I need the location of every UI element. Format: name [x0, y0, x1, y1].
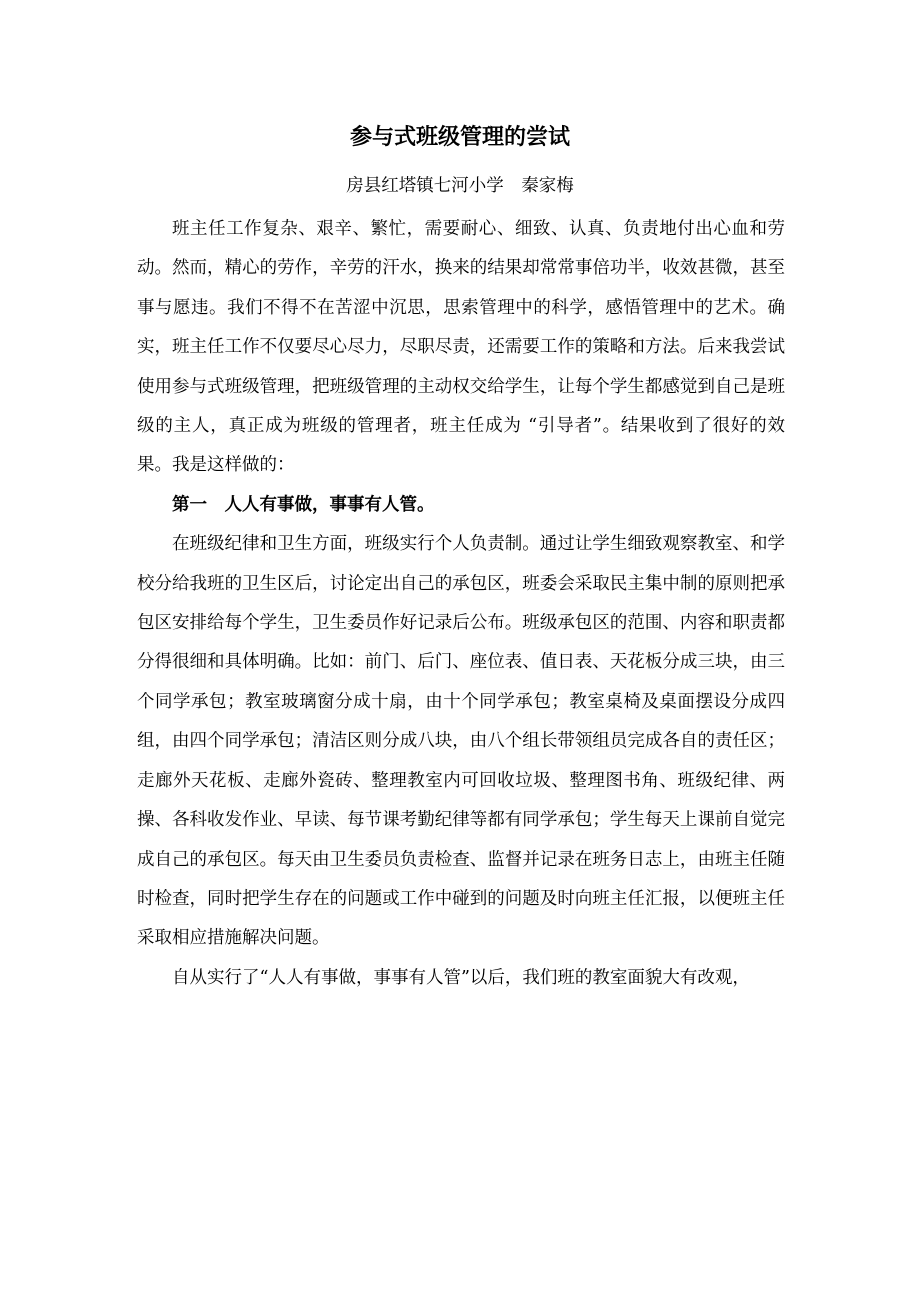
body-paragraph: 自从实行了“人人有事做，事事有人管”以后，我们班的教室面貌大有改观，: [172, 967, 750, 988]
section-heading: 第一 人人有事做，事事有人管。: [172, 494, 435, 515]
author-line: 房县红塔镇七河小学 秦家梅: [346, 176, 574, 196]
document-title: 参与式班级管理的尝试: [349, 124, 570, 150]
document-body: [137, 210, 785, 998]
intro-paragraph: 班主任工作复杂、艰辛、繁忙，需要耐心、细致、认真、负责地付出心血和劳动。然而，精心的劳作，辛劳的汗水，换来的结果却常常事倍功半，收效甚微，甚至事与愿违。我们不得不在苦涩中沉思，思索管理中的科学，感悟管理中的艺术。确实，班主任工作不仅要尽心尽力，尽职尽责，还需要工作的策略和方法。后来我尝试使用参与式班级管理，把班级管理的主动权交给学生，让每个学生都感觉到自己是班级的主人，真正成为班级的管理者，班主任成为 “引导者”。结果收到了很好的效果。我是这样做的：: [137, 219, 785, 476]
body-paragraph: 在班级纪律和卫生方面，班级实行个人负责制。通过让学生细致观察教室、和学校分给我班的卫生区后，讨论定出自己的承包区，班委会采取民主集中制的原则把承包区安排给每个学生，卫生委员作好记录后公布。班级承包区的范围、内容和职责都分得很细和具体明确。比如：前门、后门、座位表、值日表、天花板分成三块，由三个同学承包；教室玻璃窗分成十扇，由十个同学承包；教室桌椅及桌面摆设分成四组，由四个同学承包；清洁区则分成八块，由八个组长带领组员完成各自的责任区；走廊外天花板、走廊外瓷砖、整理教室内可回收垃圾、整理图书角、班级纪律、两操、各科收发作业、早读、每节课考勤纪律等都有同学承包；学生每天上课前自觉完成自己的承包区。每天由卫生委员负责检查、监督并记录在班务日志上，由班主任随时检查，同时把学生存在的问题或工作中碰到的问题及时向班主任汇报，以便班主任采取相应措施解决问题。: [137, 534, 785, 949]
